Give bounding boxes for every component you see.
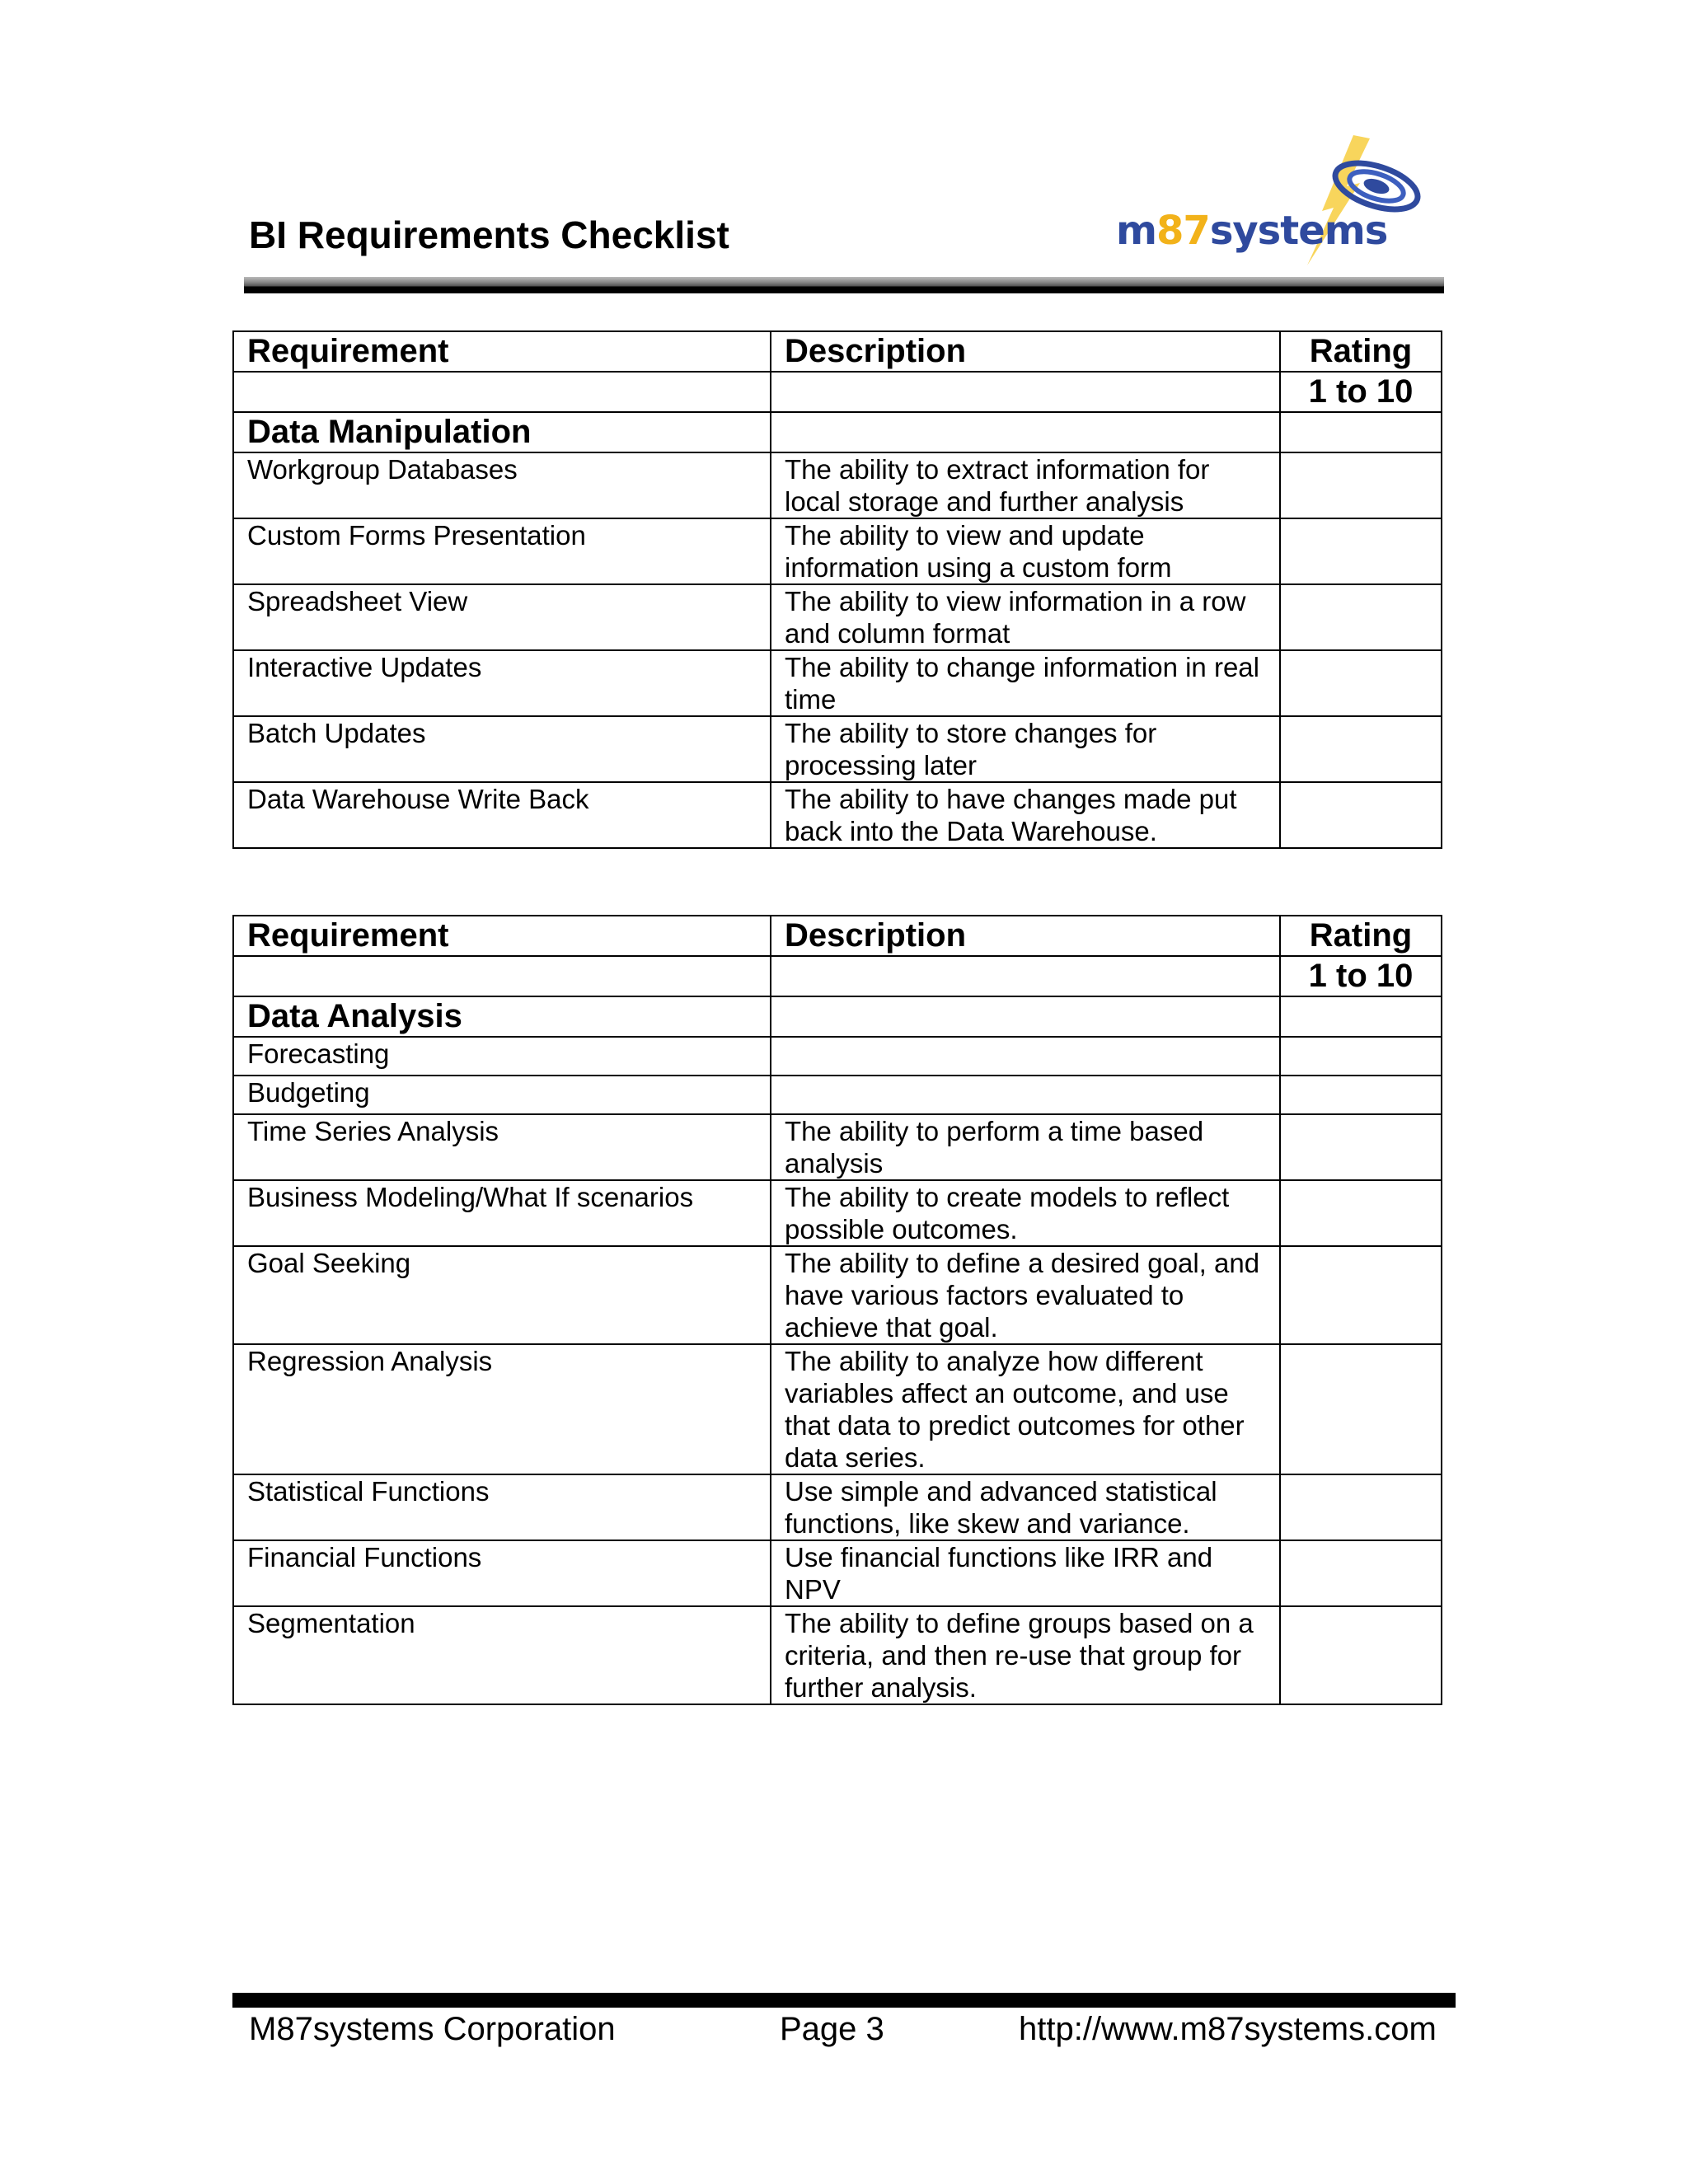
description-cell — [771, 1037, 1280, 1076]
requirement-cell: Interactive Updates — [233, 650, 771, 716]
requirements-table-data-analysis — [232, 915, 1442, 1705]
empty-cell — [771, 996, 1280, 1037]
rating-cell — [1280, 1606, 1442, 1704]
rating-cell — [1280, 1114, 1442, 1180]
section-title: Data Manipulation — [233, 412, 771, 452]
header-description: Description — [771, 916, 1280, 956]
table-row — [233, 1114, 1442, 1180]
requirement-cell: Batch Updates — [233, 716, 771, 782]
rating-cell — [1280, 518, 1442, 584]
m87systems-logo — [1113, 132, 1434, 272]
requirement-cell: Forecasting — [233, 1037, 771, 1076]
rating-cell — [1280, 584, 1442, 650]
rating-cell — [1280, 782, 1442, 848]
requirements-table-data-manipulation — [232, 330, 1442, 849]
table-row — [233, 1474, 1442, 1540]
description-cell: The ability to create models to reflect possible outcomes. — [771, 1180, 1280, 1246]
footer-company: M87systems Corporation — [249, 2011, 616, 2047]
requirement-cell: Workgroup Databases — [233, 452, 771, 518]
requirement-cell: Budgeting — [233, 1076, 771, 1114]
requirement-cell: Business Modeling/What If scenarios — [233, 1180, 771, 1246]
footer-url[interactable]: http://www.m87systems.com — [1019, 2011, 1437, 2047]
empty-cell — [233, 956, 771, 996]
description-cell: Use simple and advanced statistical functions, like skew and variance. — [771, 1474, 1280, 1540]
table-header-row — [233, 916, 1442, 956]
rating-cell — [1280, 1474, 1442, 1540]
description-cell: The ability to define groups based on a criteria, and then re-use that group for further analysis. — [771, 1606, 1280, 1704]
section-row — [233, 412, 1442, 452]
rating-cell — [1280, 1076, 1442, 1114]
section-title: Data Analysis — [233, 996, 771, 1037]
requirement-cell: Data Warehouse Write Back — [233, 782, 771, 848]
description-cell: The ability to view and update information using a custom form — [771, 518, 1280, 584]
description-cell: The ability to analyze how different variables affect an outcome, and use that data to predict outcomes for other data series. — [771, 1344, 1280, 1474]
empty-cell — [771, 956, 1280, 996]
section-row — [233, 996, 1442, 1037]
table-row — [233, 1037, 1442, 1076]
header-divider — [244, 277, 1444, 293]
requirement-cell: Statistical Functions — [233, 1474, 771, 1540]
requirement-cell: Regression Analysis — [233, 1344, 771, 1474]
table-row — [233, 1540, 1442, 1606]
requirement-cell: Spreadsheet View — [233, 584, 771, 650]
description-cell: The ability to define a desired goal, and have various factors evaluated to achieve that goal. — [771, 1246, 1280, 1344]
rating-cell — [1280, 996, 1442, 1037]
table-row — [233, 782, 1442, 848]
table-row — [233, 716, 1442, 782]
rating-cell — [1280, 1246, 1442, 1344]
header-description: Description — [771, 331, 1280, 372]
rating-scale: 1 to 10 — [1280, 372, 1442, 412]
rating-scale: 1 to 10 — [1280, 956, 1442, 996]
table-row — [233, 1344, 1442, 1474]
table-header-row — [233, 331, 1442, 372]
table-row — [233, 584, 1442, 650]
description-cell: The ability to view information in a row and column format — [771, 584, 1280, 650]
rating-cell — [1280, 1037, 1442, 1076]
description-cell: The ability to change information in real time — [771, 650, 1280, 716]
page-title: BI Requirements Checklist — [249, 213, 729, 256]
empty-cell — [233, 372, 771, 412]
empty-cell — [771, 412, 1280, 452]
requirement-cell: Financial Functions — [233, 1540, 771, 1606]
table-row — [233, 1606, 1442, 1704]
description-cell: The ability to perform a time based analysis — [771, 1114, 1280, 1180]
header-rating: Rating — [1280, 916, 1442, 956]
description-cell: Use financial functions like IRR and NPV — [771, 1540, 1280, 1606]
table-row — [233, 1180, 1442, 1246]
footer-divider — [232, 1993, 1456, 2008]
rating-cell — [1280, 1540, 1442, 1606]
rating-scale-row — [233, 956, 1442, 996]
description-cell — [771, 1076, 1280, 1114]
requirement-cell: Time Series Analysis — [233, 1114, 771, 1180]
table-row — [233, 650, 1442, 716]
description-cell: The ability to store changes for processing later — [771, 716, 1280, 782]
requirement-cell: Goal Seeking — [233, 1246, 771, 1344]
rating-cell — [1280, 452, 1442, 518]
header-requirement: Requirement — [233, 331, 771, 372]
table-row — [233, 1246, 1442, 1344]
table-row — [233, 518, 1442, 584]
requirement-cell: Segmentation — [233, 1606, 771, 1704]
header-requirement: Requirement — [233, 916, 771, 956]
empty-cell — [771, 372, 1280, 412]
rating-cell — [1280, 412, 1442, 452]
rating-cell — [1280, 716, 1442, 782]
requirement-cell: Custom Forms Presentation — [233, 518, 771, 584]
rating-cell — [1280, 1180, 1442, 1246]
footer-page-number: Page 3 — [780, 2011, 884, 2047]
svg-text:m87systems: m87systems — [1116, 208, 1388, 254]
rating-cell — [1280, 650, 1442, 716]
description-cell: The ability to extract information for local storage and further analysis — [771, 452, 1280, 518]
rating-cell — [1280, 1344, 1442, 1474]
header-rating: Rating — [1280, 331, 1442, 372]
table-row — [233, 452, 1442, 518]
rating-scale-row — [233, 372, 1442, 412]
description-cell: The ability to have changes made put back into the Data Warehouse. — [771, 782, 1280, 848]
table-row — [233, 1076, 1442, 1114]
